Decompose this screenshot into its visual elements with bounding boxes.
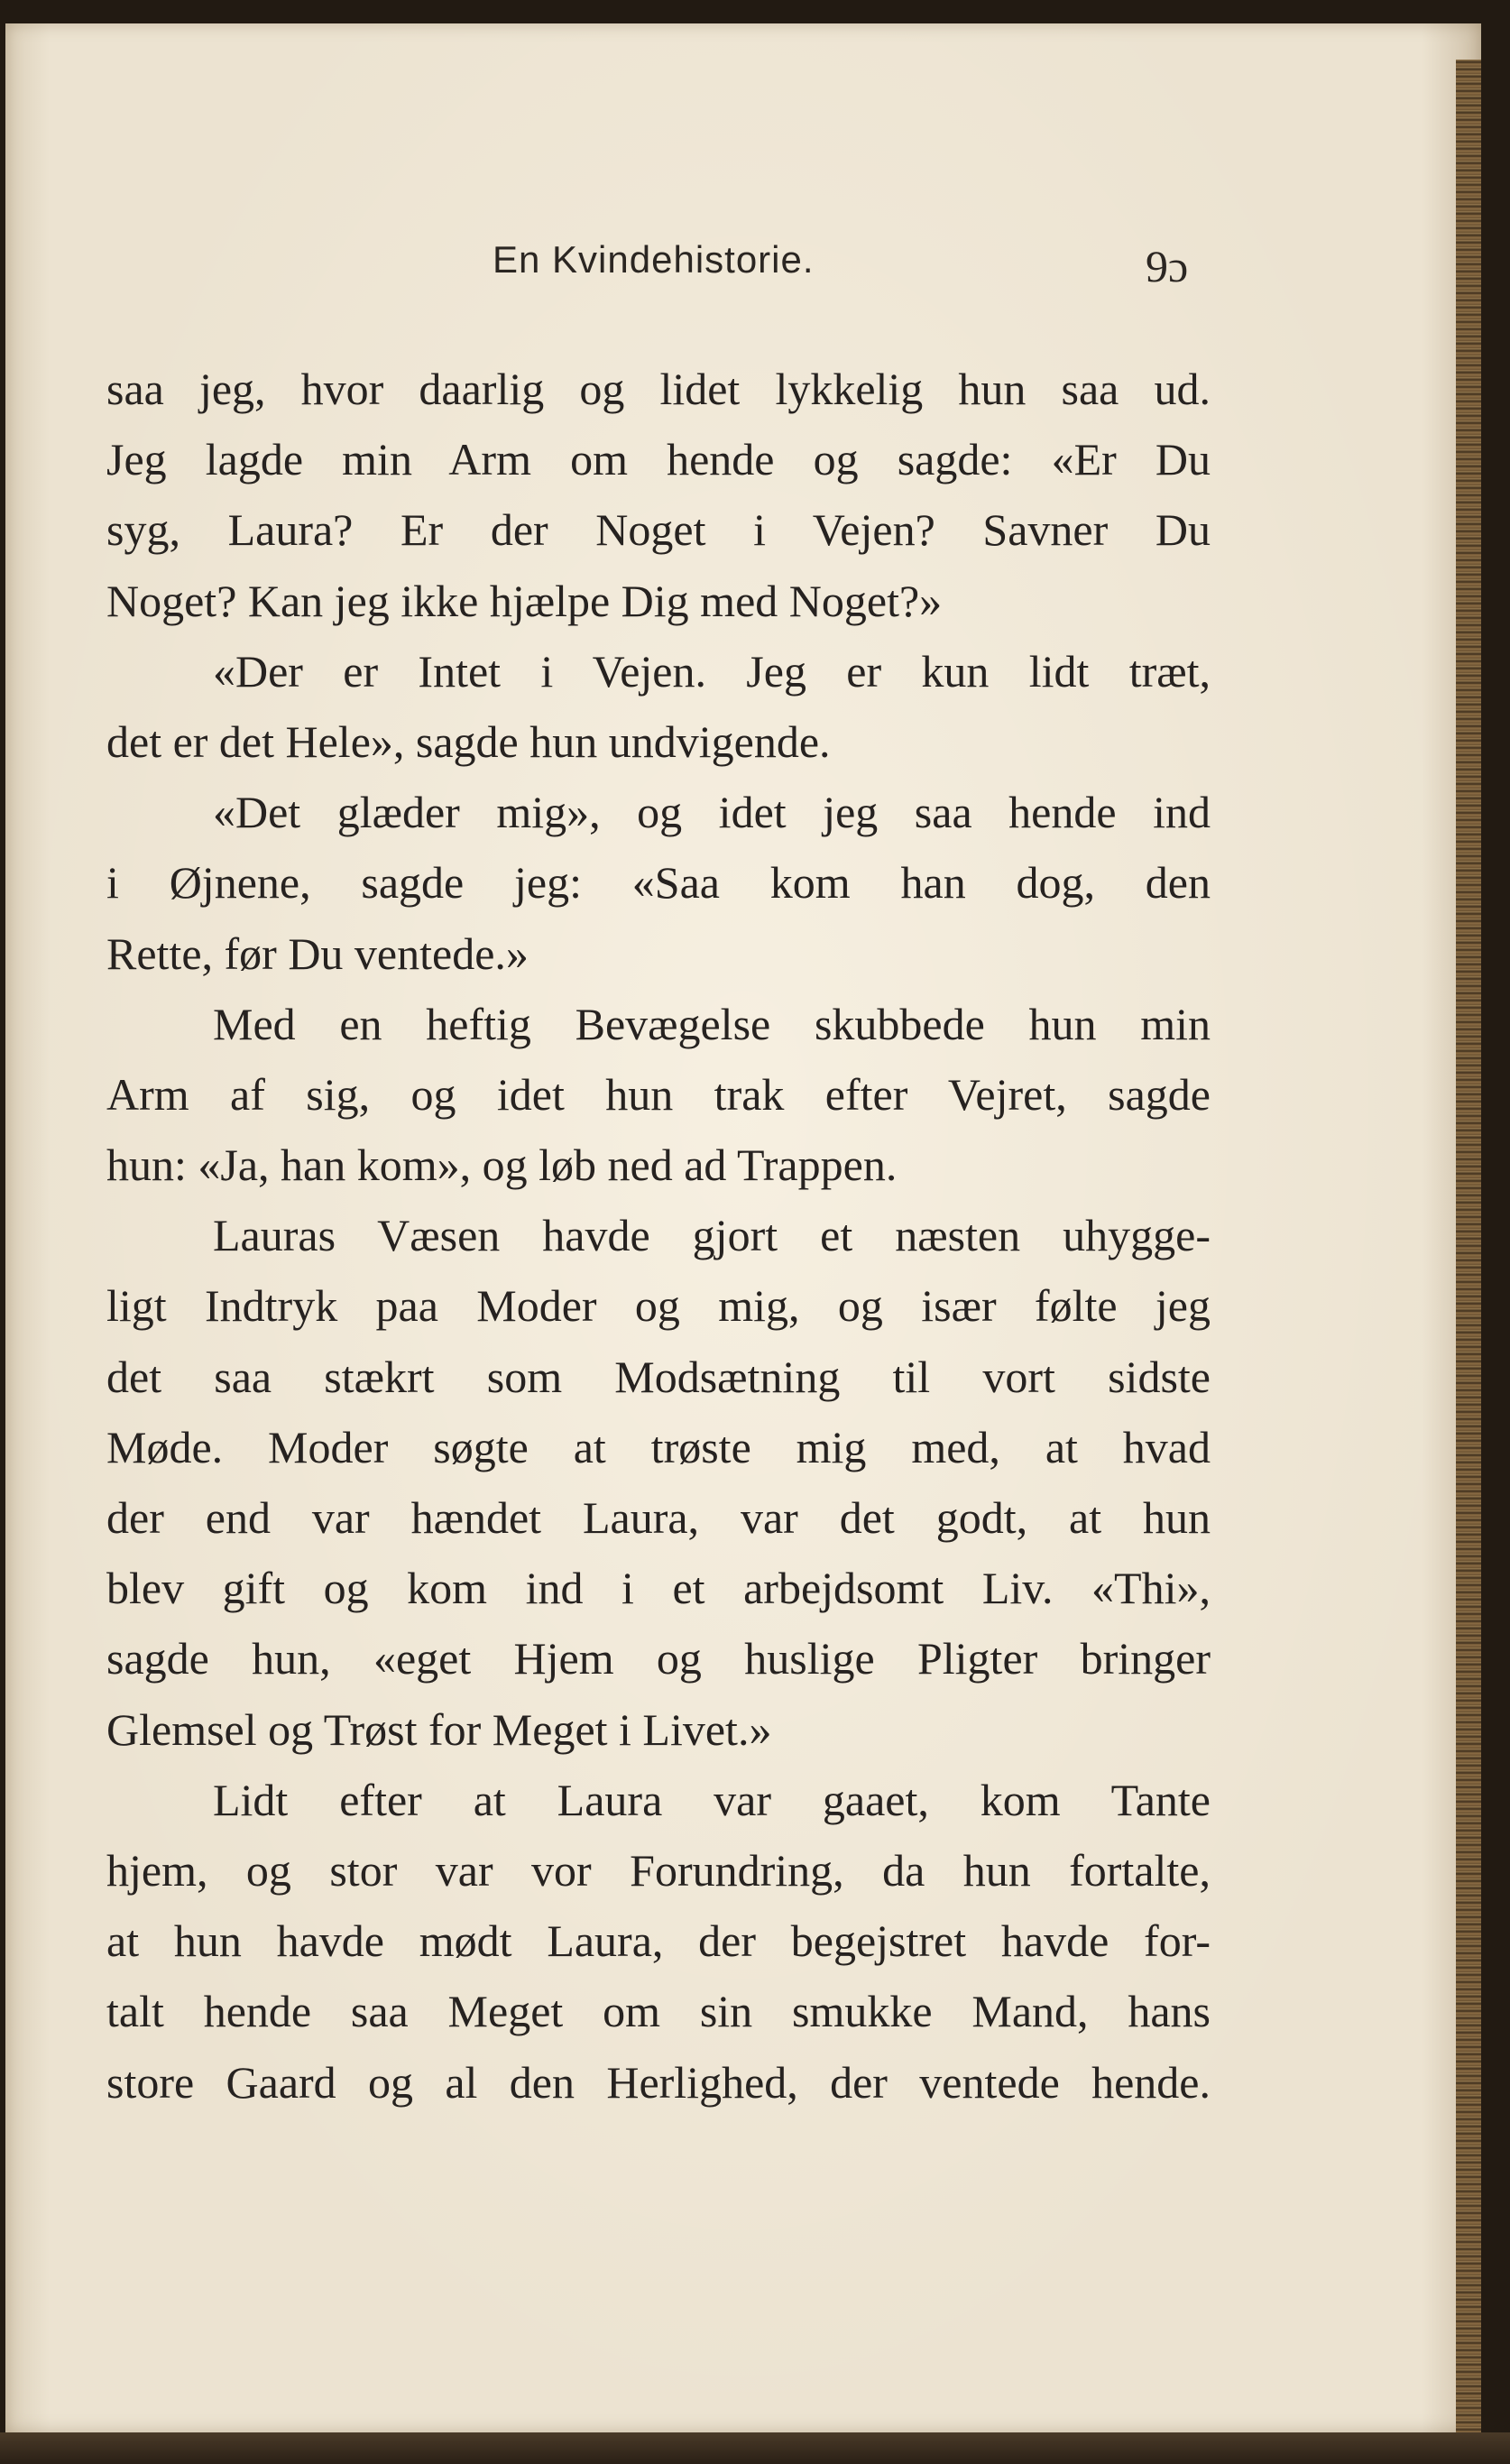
text-line: Lauras Væsen havde gjort et næsten uhygge- — [213, 1210, 1211, 1261]
text-line: Arm af sig, og idet hun trak efter Vejret, sagde — [106, 1068, 1211, 1120]
text-line: Møde. Moder søgte at trøste mig med, at hvad — [106, 1421, 1211, 1472]
text-line: hjem, og stor var vor Forundring, da hun fortalte, — [106, 1844, 1211, 1896]
text-line: det er det Hele», sagde hun undvigende. — [106, 715, 831, 767]
page-body — [106, 354, 1211, 2118]
text-line: Lidt efter at Laura var gaaet, kom Tante — [213, 1774, 1211, 1825]
page-block-edge — [1456, 60, 1481, 2441]
text-line: sagde hun, «eget Hjem og huslige Pligter bringer — [106, 1633, 1211, 1684]
text-line: syg, Laura? Er der Noget i Vejen? Savner Du — [106, 504, 1211, 556]
text-line: «Der er Intet i Vejen. Jeg er kun lidt træt, — [213, 645, 1211, 697]
text-line: talt hende saa Meget om sin smukke Mand, hans — [106, 1986, 1211, 2037]
text-line: ligt Indtryk paa Moder og mig, og især følte jeg — [106, 1280, 1211, 1332]
text-line: Jeg lagde min Arm om hende og sagde: «Er Du — [106, 434, 1211, 485]
text-line: «Det glæder mig», og idet jeg saa hende ind — [213, 787, 1211, 838]
text-line: blev gift og kom ind i et arbejdsomt Liv. «Thi», — [106, 1563, 1211, 1614]
text-line: Glemsel og Trøst for Meget i Livet.» — [106, 1703, 772, 1755]
text-line: store Gaard og al den Herlighed, der ventede hende. — [106, 2056, 1211, 2108]
text-line: Med en heftig Bevægelse skubbede hun min — [213, 998, 1211, 1049]
text-line: Noget? Kan jeg ikke hjælpe Dig med Noget?» — [106, 575, 943, 626]
scan-bottom-edge — [0, 2432, 1510, 2464]
text-line: der end var hændet Laura, var det godt, at hun — [106, 1492, 1211, 1543]
text-line: at hun havde mødt Laura, der begejstret havde for- — [106, 1915, 1211, 1967]
book-page — [5, 23, 1481, 2432]
text-line: hun: «Ja, han kom», og løb ned ad Trappen. — [106, 1140, 898, 1191]
text-line: saa jeg, hvor daarlig og lidet lykkelig hun saa ud. — [106, 364, 1211, 414]
text-line: Rette, før Du ventede.» — [106, 927, 529, 979]
running-title: En Kvindehistorie. — [493, 238, 815, 281]
text-line: det saa stækrt som Modsætning til vort sidste — [106, 1351, 1211, 1402]
page-header — [5, 238, 1481, 292]
text-line: i Øjnene, sagde jeg: «Saa kom han dog, den — [106, 857, 1211, 909]
page-number: 9ɔ — [1146, 241, 1189, 291]
